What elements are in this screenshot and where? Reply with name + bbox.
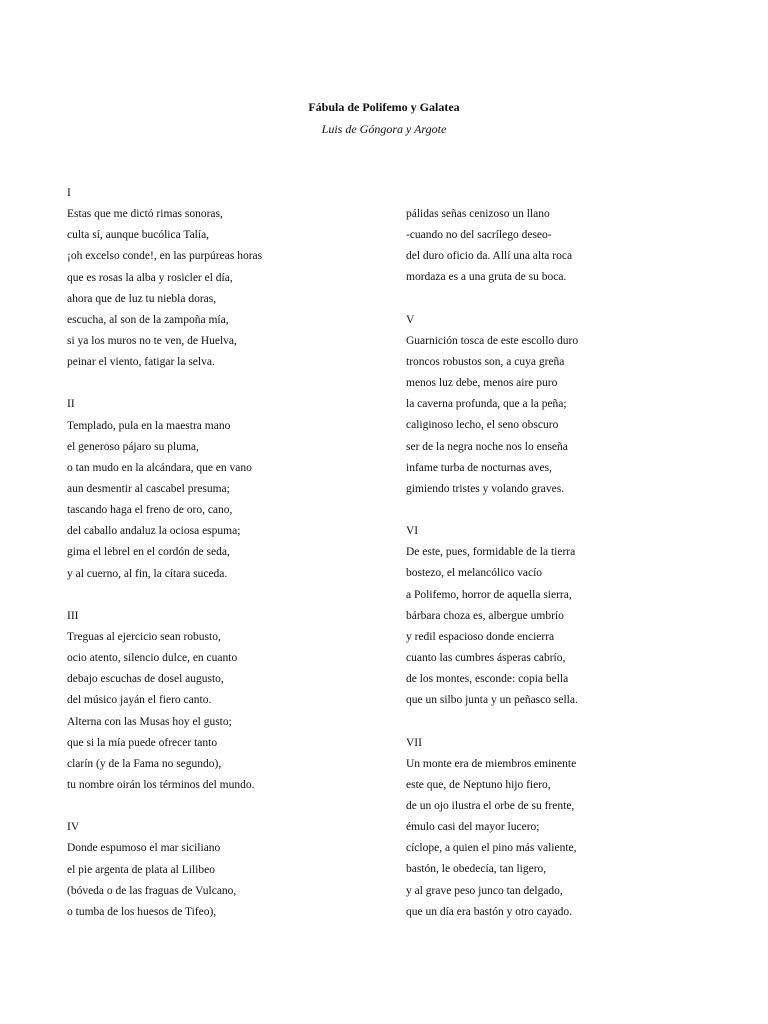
document-author: Luis de Góngora y Argote [321,122,447,136]
verse-line: de los montes, esconde: copia bella [406,673,569,686]
stanza-gap [67,585,397,606]
verse-line: cíclope, a quien el pino más valiente, [406,842,577,855]
verse-line: ocio atento, silencio dulce, en cuanto [67,652,238,665]
verse-line: émulo casi del mayor lucero; [406,821,540,834]
verse-line: y redil espacioso donde encierra [406,630,555,643]
stanza-numeral: IV [67,821,80,834]
verse-line: Donde espumoso el mar siciliano [67,842,221,855]
verse-line: cuanto las cumbres ásperas cabrío, [406,651,566,664]
verse-line: Treguas al ejercicio sean robusto, [67,630,221,643]
verse-line: debajo escuchas de dosel augusto, [67,673,224,686]
verse-line: clarín (y de la Fama no segundo), [67,757,222,770]
verse-line: ser de la negra noche nos lo enseña [406,440,568,453]
verse-line: este que, de Neptuno hijo fiero, [406,778,551,791]
verse-line: o tan mudo en la alcándara, que en vano [67,461,252,474]
verse-line: el generoso pájaro su pluma, [67,440,199,453]
left-column [67,183,397,923]
stanza-numeral: VI [406,525,419,538]
verse-line: bostezo, el melancólico vacío [406,567,543,580]
verse-line: la caverna profunda, que a la peña; [406,398,567,411]
stanza-numeral: II [67,398,75,411]
verse-line: si ya los muros no te ven, de Huelva, [67,334,237,347]
verse-line: caliginoso lecho, el seno obscuro [406,419,559,432]
verse-line: que un silbo junta y un peñasco sella. [406,694,578,707]
verse-line: y al cuerno, al fin, la cítara suceda. [67,567,228,580]
stanza-gap [406,500,736,521]
stanza-numeral: VII [406,736,422,749]
verse-line: -cuando no del sacrílego deseo- [406,229,552,242]
verse-line: que es rosas la alba y rosicler el día, [67,271,233,284]
verse-line: Un monte era de miembros eminente [406,757,577,770]
verse-line: aun desmentir al cascabel presuma; [67,482,230,495]
verse-line: De este, pues, formidable de la tierra [406,546,576,559]
stanza-gap [67,796,397,817]
stanza-numeral: V [406,313,415,326]
document-title: Fábula de Polifemo y Galatea [308,100,460,114]
verse-line: infame turba de nocturnas aves, [406,461,552,474]
verse-line: gima el lebrel en el cordón de seda, [67,546,230,559]
verse-line: tascando haga el freno de oro, cano, [67,504,233,517]
stanza-numeral: I [67,187,71,199]
verse-line: Guarnición tosca de este escollo duro [406,334,579,347]
verse-line: Estas que me dictó rimas sonoras, [67,208,223,221]
verse-line: ahora que de luz tu niebla doras, [67,292,217,305]
verse-line: culta sí, aunque bucólica Talía, [67,229,210,242]
verse-line: troncos robustos son, a cuya greña [406,355,565,368]
verse-line: escucha, al son de la zampoña mía, [67,313,229,326]
verse-line: bastón, le obedecía, tan ligero, [406,863,547,876]
verse-line: que si la mía puede ofrecer tanto [67,736,218,749]
verse-line: Alterna con las Musas hoy el gusto; [67,715,232,728]
verse-line: del caballo andaluz la ociosa espuma; [67,525,241,538]
verse-line: y al grave peso junco tan delgado, [406,884,563,897]
stanza-gap [406,711,736,732]
verse-line: pálidas señas cenizoso un llano [406,208,550,220]
verse-line: peinar el viento, fatigar la selva. [67,356,215,369]
stanza-gap [406,289,736,310]
verse-line: el pie argenta de plata al Lilibeo [67,863,215,876]
verse-line: Templado, pula en la maestra mano [67,419,231,432]
verse-line: o tumba de los huesos de Tifeo), [67,905,217,918]
verse-line: que un día era bastón y otro cayado. [406,905,573,918]
verse-line: menos luz debe, menos aire puro [406,377,558,390]
right-column [406,204,736,923]
verse-line: mordaza es a una gruta de su boca. [406,271,567,284]
verse-line: del duro oficio da. Allí una alta roca [406,250,573,263]
stanza-numeral: III [67,609,79,622]
verse-line: bárbara choza es, albergue umbrío [406,609,564,622]
verse-line: ¡oh excelso conde!, en las purpúreas horas [67,250,263,263]
verse-line: (bóveda o de las fraguas de Vulcano, [67,884,237,897]
stanza-gap [67,373,397,394]
verse-line: a Polifemo, horror de aquella sierra, [406,588,572,601]
verse-line: del músico jayán el fiero canto. [67,694,212,707]
verse-line: de un ojo ilustra el orbe de su frente, [406,799,575,812]
verse-line: gimiendo tristes y volando graves. [406,482,565,495]
verse-line: tu nombre oirán los términos del mundo. [67,778,255,791]
